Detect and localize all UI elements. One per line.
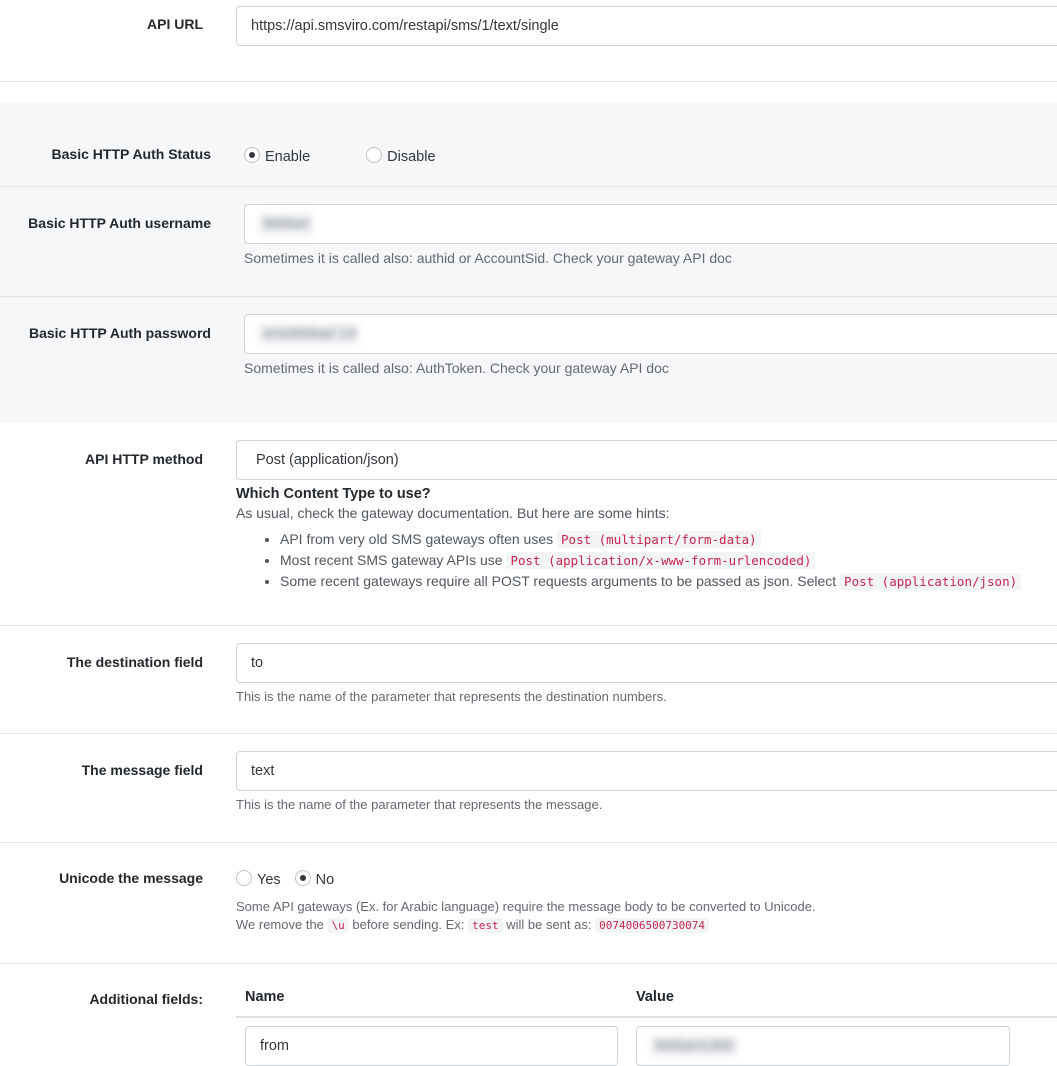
auth-password-help: Sometimes it is called also: AuthToken. Check your gateway API doc (244, 360, 669, 376)
destination-field-help: This is the name of the parameter that represents the destination numbers. (236, 689, 667, 704)
auth-username-label: Basic HTTP Auth username (28, 215, 211, 231)
divider (0, 296, 1057, 297)
unicode-radio-group (236, 872, 334, 888)
column-header-value: Value (636, 989, 674, 1005)
additional-field-value: Webari1300 (651, 1036, 737, 1056)
divider (0, 963, 1057, 964)
auth-username-help: Sometimes it is called also: authid or AccountSid. Check your gateway API doc (244, 250, 732, 266)
auth-password-label: Basic HTTP Auth password (28, 325, 211, 341)
message-field-help: This is the name of the parameter that represents the message. (236, 797, 603, 812)
unicode-yes-radio[interactable] (236, 870, 252, 886)
unicode-yes-option[interactable] (236, 872, 281, 888)
api-url-label: API URL (147, 16, 203, 32)
destination-field-input[interactable]: to (236, 643, 1057, 683)
unicode-code-input: test (468, 918, 503, 933)
message-field-label: The message field (81, 762, 203, 778)
hints-title: Which Content Type to use? (236, 486, 431, 502)
destination-field-label: The destination field (66, 654, 203, 670)
message-field-input[interactable]: text (236, 751, 1057, 791)
auth-status-radio-group (244, 149, 436, 165)
http-method-label: API HTTP method (85, 451, 203, 467)
unicode-no-radio[interactable] (295, 870, 311, 886)
unicode-help: Some API gateways (Ex. for Arabic language) require the message body to be converted to Unicode. (236, 899, 816, 914)
api-url-input[interactable]: https://api.smsviro.com/restapi/sms/1/text/single (236, 6, 1057, 46)
hints-subtitle: As usual, check the gateway documentation. But here are some hints: (236, 505, 670, 521)
auth-disable-label: Disable (387, 149, 436, 165)
hint-item: • API from very old SMS gateways often uses Post (multipart/form-data) (280, 529, 1021, 550)
unicode-no-label: No (315, 872, 335, 888)
additional-field-name-input[interactable]: from (245, 1026, 618, 1066)
content-type-hints (236, 486, 1021, 592)
hint-code: Post (application/x-www-form-urlencoded) (506, 552, 815, 569)
hint-item: • Some recent gateways require all POST requests arguments to be passed as json. Select Post (application/json) (280, 571, 1021, 592)
additional-fields-label: Additional fields: (89, 991, 203, 1007)
hint-code: Post (application/json) (840, 573, 1021, 590)
auth-status-label: Basic HTTP Auth Status (51, 146, 211, 162)
unicode-yes-label: Yes (257, 872, 281, 888)
hint-code: Post (multipart/form-data) (557, 531, 761, 548)
unicode-code-escape: \u (328, 918, 349, 933)
auth-disable-option[interactable] (366, 149, 435, 165)
table-header-border (236, 1016, 1057, 1018)
auth-enable-label: Enable (265, 149, 311, 165)
auth-enable-option[interactable] (244, 149, 310, 165)
divider (0, 733, 1057, 734)
auth-password-value: smsWebari 13 (259, 324, 359, 344)
divider (0, 625, 1057, 626)
auth-enable-radio[interactable] (244, 147, 260, 163)
unicode-code-output: 0074006500730074 (595, 918, 709, 933)
http-method-select[interactable]: Post (application/json) (236, 440, 1057, 480)
unicode-no-option[interactable] (295, 872, 335, 888)
divider (0, 842, 1057, 843)
auth-disable-radio[interactable] (366, 147, 382, 163)
divider (0, 81, 1057, 82)
divider (0, 186, 1057, 187)
auth-username-value: Webari (259, 214, 313, 234)
unicode-label: Unicode the message (59, 870, 203, 886)
auth-username-input[interactable] (244, 204, 1057, 244)
unicode-example: We remove the \u before sending. Ex: test will be sent as: 0074006500730074 (236, 917, 709, 932)
column-header-name: Name (245, 989, 285, 1005)
auth-password-input[interactable] (244, 314, 1057, 354)
hint-item: • Most recent SMS gateway APIs use Post (application/x-www-form-urlencoded) (280, 550, 1021, 571)
additional-field-value-input[interactable] (636, 1026, 1010, 1066)
hints-list (236, 529, 1021, 592)
